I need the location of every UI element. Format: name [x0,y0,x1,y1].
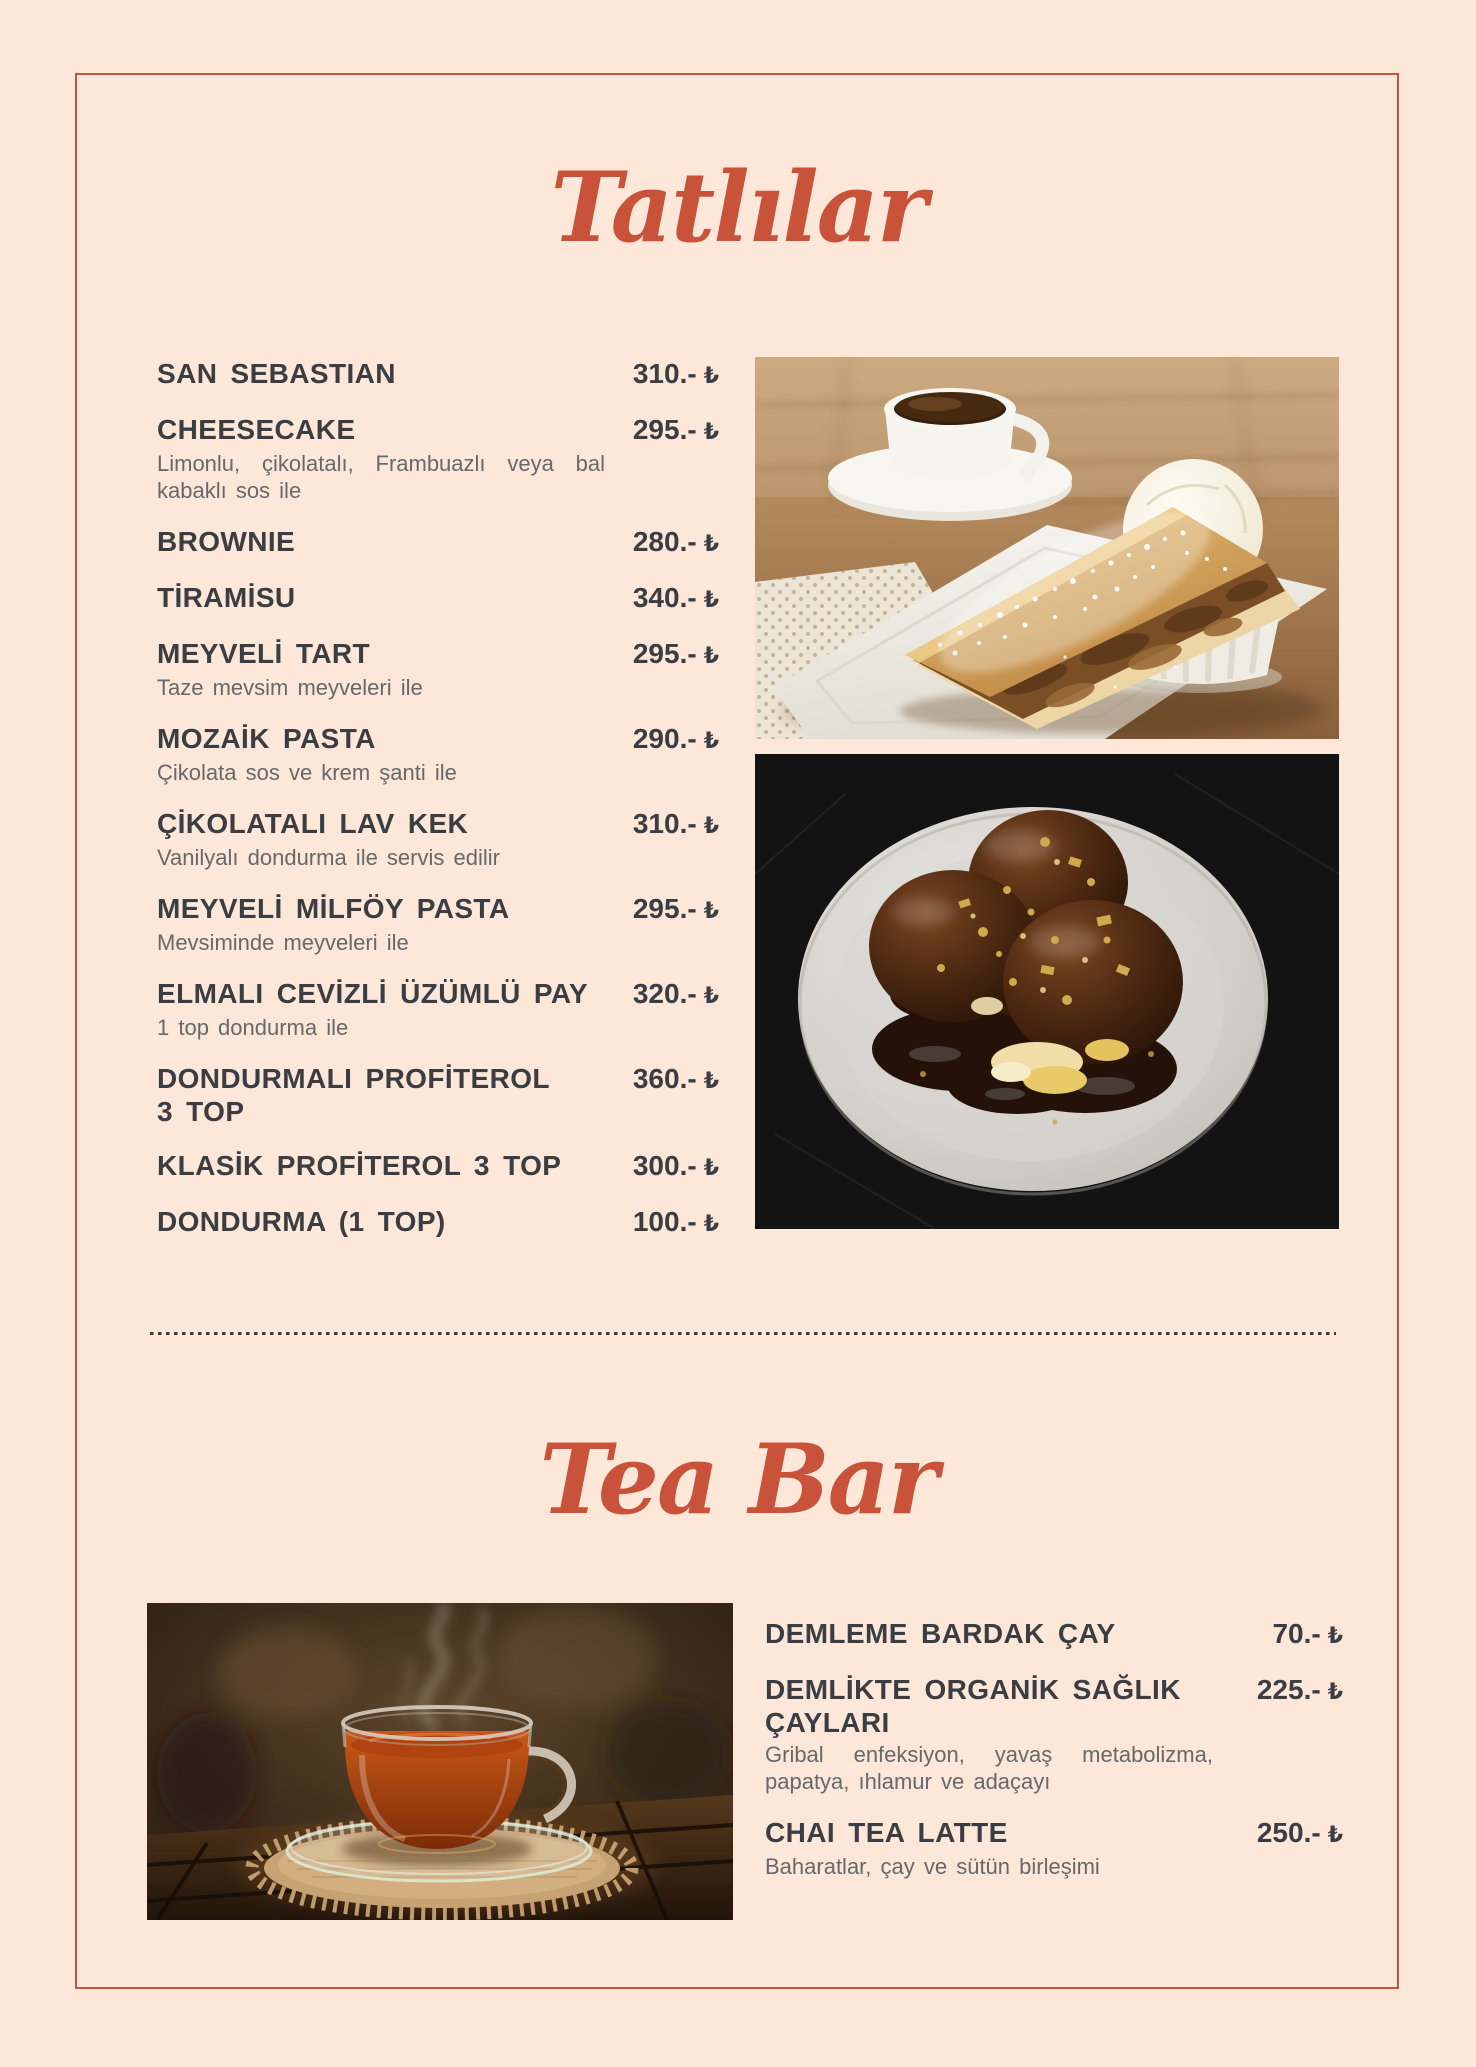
price-amount: 310.- [632,808,697,839]
menu-item [157,892,719,956]
item-name: TİRAMİSU [157,582,296,613]
price-amount: 320.- [632,978,697,1009]
currency-symbol: ₺ [1327,1623,1343,1648]
menu-item [157,1205,719,1240]
item-name: DEMLEME BARDAK ÇAY [765,1618,1116,1649]
item-name: ELMALI CEVİZLİ ÜZÜMLÜ PAY [157,978,588,1009]
currency-symbol: ₺ [703,728,719,753]
teabar-item-list [765,1603,1343,1901]
desserts-section [157,357,1339,1261]
item-price [1243,1816,1343,1851]
price-amount: 290.- [632,723,697,754]
item-name: DONDURMALI PROFİTEROL 3 TOP [157,1063,550,1127]
price-amount: 360.- [632,1063,697,1094]
currency-symbol: ₺ [703,1211,719,1236]
price-amount: 100.- [632,1206,697,1237]
item-price [619,525,719,560]
price-amount: 295.- [632,414,697,445]
item-description: Mevsiminde meyveleri ile [157,930,409,955]
currency-symbol: ₺ [703,531,719,556]
item-price [619,892,719,927]
menu-item [765,1617,1343,1652]
item-price [619,1205,719,1240]
menu-item [765,1673,1343,1795]
menu-item [157,357,719,392]
item-description: Baharatlar, çay ve sütün birleşimi [765,1854,1100,1879]
currency-symbol: ₺ [703,363,719,388]
item-name: BROWNIE [157,526,296,557]
currency-symbol: ₺ [703,983,719,1008]
currency-symbol: ₺ [703,813,719,838]
item-price [619,413,719,448]
price-amount: 310.- [632,358,697,389]
currency-symbol: ₺ [703,1155,719,1180]
teabar-section-title: Tea Bar [539,1423,937,1536]
item-price [619,637,719,672]
item-name: CHEESECAKE [157,414,356,445]
price-amount: 340.- [632,582,697,613]
price-amount: 250.- [1256,1817,1321,1848]
item-price [619,722,719,757]
currency-symbol: ₺ [703,643,719,668]
item-description: Limonlu, çikolatalı, Frambuazlı veya bal kabaklı sos ile [157,451,605,503]
item-name: KLASİK PROFİTEROL 3 TOP [157,1150,562,1181]
currency-symbol: ₺ [703,587,719,612]
desserts-section-title: Tatlılar [550,151,926,264]
item-name: DONDURMA (1 TOP) [157,1206,446,1237]
desserts-item-list [157,357,719,1261]
menu-item [157,807,719,871]
currency-symbol: ₺ [703,419,719,444]
menu-item [157,1062,719,1128]
item-price [619,807,719,842]
price-amount: 295.- [632,893,697,924]
currency-symbol: ₺ [1327,1822,1343,1847]
item-price [619,581,719,616]
item-name: SAN SEBASTIAN [157,358,396,389]
price-amount: 300.- [632,1150,697,1181]
item-name: CHAI TEA LATTE [765,1817,1008,1848]
item-price [1258,1617,1343,1652]
item-description: Vanilyalı dondurma ile servis edilir [157,845,500,870]
currency-symbol: ₺ [1327,1679,1343,1704]
item-price [619,1149,719,1184]
item-name: MEYVELİ MİLFÖY PASTA [157,893,510,924]
item-description: Taze mevsim meyveleri ile [157,675,423,700]
currency-symbol: ₺ [703,1068,719,1093]
item-name: ÇİKOLATALI LAV KEK [157,808,469,839]
menu-item [157,413,719,504]
item-price [1243,1673,1343,1708]
menu-item [157,722,719,786]
item-description: Çikolata sos ve krem şanti ile [157,760,457,785]
menu-item [157,581,719,616]
item-name: MOZAİK PASTA [157,723,376,754]
item-name: DEMLİKTE ORGANİK SAĞLIK ÇAYLARI [765,1674,1181,1738]
section-divider [150,1332,1336,1335]
item-price [619,977,719,1012]
currency-symbol: ₺ [703,898,719,923]
price-amount: 280.- [632,526,697,557]
item-price [619,1062,719,1097]
profiterole-photo [755,754,1339,1229]
item-description: 1 top dondurma ile [157,1015,349,1040]
price-amount: 295.- [632,638,697,669]
menu-item [157,1149,719,1184]
item-name: MEYVELİ TART [157,638,371,669]
tea-photo [147,1603,733,1920]
item-description: Gribal enfeksiyon, yavaş metabolizma, papatya, ıhlamur ve adaçayı [765,1742,1213,1794]
menu-item [157,977,719,1041]
apple-pie-photo [755,357,1339,739]
price-amount: 225.- [1256,1674,1321,1705]
desserts-photos [755,357,1339,1229]
menu-item [157,525,719,560]
menu-item [765,1816,1343,1880]
price-amount: 70.- [1272,1618,1321,1649]
teabar-section [147,1603,1343,1920]
item-price [619,357,719,392]
menu-item [157,637,719,701]
